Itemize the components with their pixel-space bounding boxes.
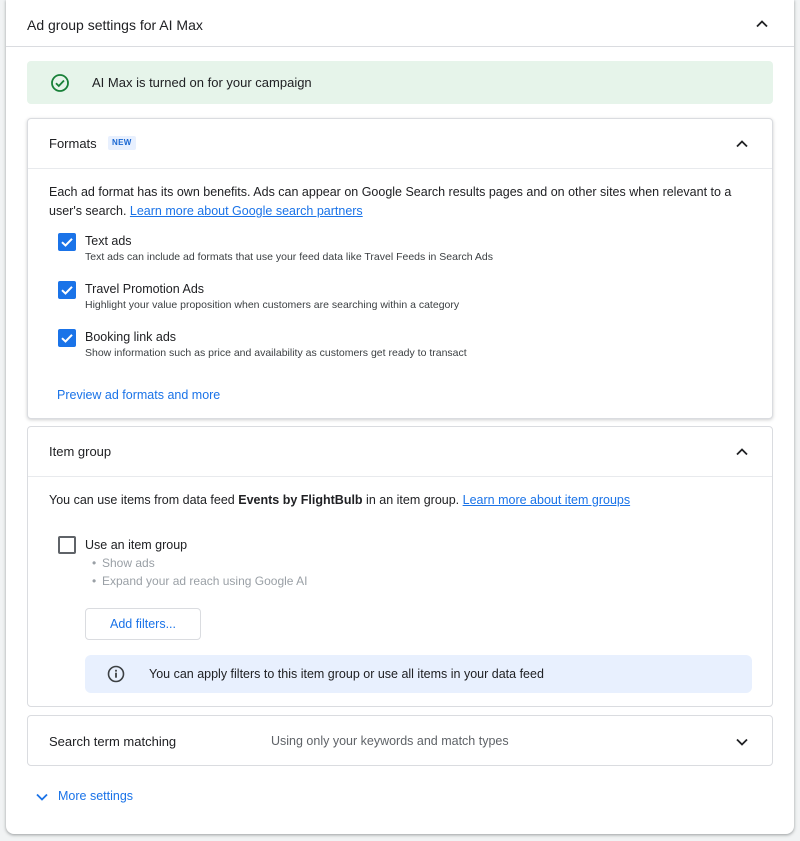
booking-link-ads-label: Booking link ads	[85, 330, 177, 344]
travel-promotion-ads-label: Travel Promotion Ads	[85, 282, 205, 296]
text-ads-description: Text ads can include ad formats that use your feed data like Travel Feeds in Search Ads	[85, 251, 493, 263]
preview-ad-formats-link[interactable]: Preview ad formats and more	[57, 388, 221, 402]
new-badge: NEW	[108, 136, 136, 150]
add-filters-button[interactable]: Add filters...	[85, 608, 201, 640]
text-ads-checkbox[interactable]	[58, 233, 76, 251]
item-groups-link[interactable]: Learn more about item groups	[462, 493, 631, 507]
item-group-card	[27, 426, 773, 707]
ai-max-status-banner	[27, 61, 773, 104]
formats-description: Each ad format has its own benefits. Ads can appear on Google Search results pages and on other sites when relevant to a user's search. Learn more about Google search partners	[49, 185, 732, 218]
chevron-down-icon	[35, 790, 49, 804]
formats-title: Formats	[49, 136, 97, 151]
section-title: Ad group settings for AI Max	[27, 17, 203, 33]
search-term-matching-value: Using only your keywords and match types	[271, 734, 509, 748]
formats-header[interactable]	[28, 119, 772, 169]
list-item: • Expand your ad reach using Google AI	[92, 574, 308, 588]
booking-link-ads-checkbox[interactable]	[58, 329, 76, 347]
use-item-group-checkbox[interactable]	[58, 536, 76, 554]
chevron-up-icon[interactable]	[735, 137, 749, 151]
ai-max-settings-panel	[6, 0, 794, 834]
chevron-up-icon[interactable]	[755, 17, 769, 31]
text-ads-label: Text ads	[85, 234, 132, 248]
info-text: You can apply filters to this item group or use all items in your data feed	[149, 667, 544, 681]
chevron-down-icon[interactable]	[735, 735, 749, 749]
booking-link-ads-description: Show information such as price and availability as customers get ready to transact	[85, 347, 467, 359]
banner-text: AI Max is turned on for your campaign	[92, 75, 312, 90]
item-group-info-banner	[85, 655, 752, 693]
item-group-header[interactable]	[28, 427, 772, 477]
formats-card	[27, 118, 773, 419]
use-item-group-label: Use an item group	[85, 538, 188, 552]
search-partners-link[interactable]: Learn more about Google search partners	[129, 204, 363, 218]
more-settings-label: More settings	[58, 789, 134, 803]
search-term-matching-title: Search term matching	[49, 734, 177, 749]
section-header[interactable]	[6, 0, 794, 47]
chevron-up-icon[interactable]	[735, 445, 749, 459]
travel-promotion-ads-description: Highlight your value proposition when customers are searching within a category	[85, 299, 460, 311]
search-term-matching-card[interactable]	[27, 715, 773, 766]
check-circle-icon	[50, 73, 70, 93]
item-group-description: You can use items from data feed Events by FlightBulb in an item group. Learn more about item groups	[49, 493, 631, 507]
item-group-title: Item group	[49, 444, 112, 459]
list-item: • Show ads	[92, 556, 155, 570]
travel-promotion-ads-checkbox[interactable]	[58, 281, 76, 299]
info-icon	[107, 665, 125, 683]
data-feed-name: Events by FlightBulb	[238, 493, 363, 507]
